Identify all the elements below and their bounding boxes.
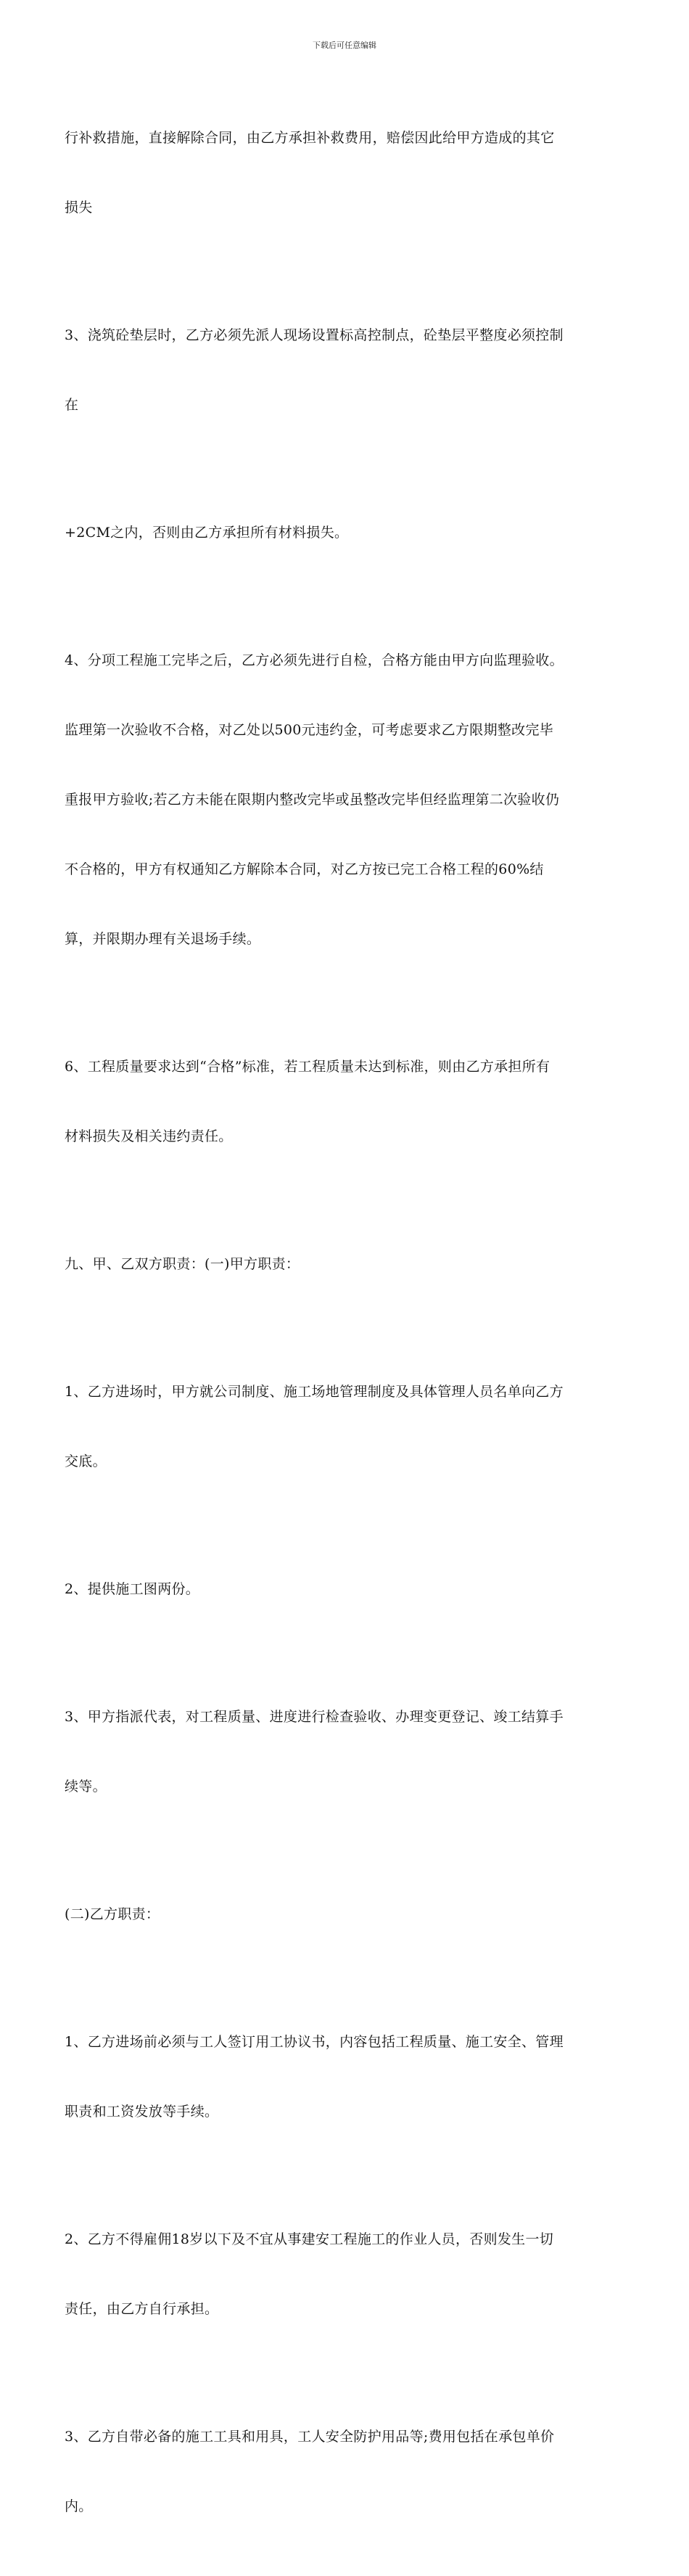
text-line: 4、分项工程施工完毕之后，乙方必须先进行自检，合格方能由甲方向监理验收。	[65, 652, 564, 668]
paragraph-item-3-concrete-cushion	[65, 277, 627, 463]
paragraph-party-a-item-2	[65, 1531, 627, 1647]
text-line: 在	[65, 397, 79, 413]
text-line: 续等。	[65, 1779, 107, 1794]
section-heading-responsibilities	[65, 1206, 627, 1322]
text-line: 6、工程质量要求达到“合格”标准，若工程质量未达到标准，则由乙方承担所有	[65, 1059, 550, 1075]
text-line: 1、乙方进场前必须与工人签订用工协议书，内容包括工程质量、施工安全、管理	[65, 2034, 564, 2050]
text-line: 责任，由乙方自行承担。	[65, 2301, 219, 2317]
paragraph-tolerance	[65, 475, 627, 591]
text-line: 不合格的，甲方有权通知乙方解除本合同，对乙方按已完工合格工程的60%结	[65, 861, 544, 877]
document-body	[65, 80, 627, 2576]
text-line: 2、提供施工图两份。	[65, 1581, 200, 1597]
text-line: 算，并限期办理有关退场手续。	[65, 931, 261, 947]
text-line: 1、乙方进场时，甲方就公司制度、施工场地管理制度及具体管理人员名单向乙方	[65, 1384, 564, 1400]
paragraph-party-a-item-1	[65, 1334, 627, 1519]
text-line: 交底。	[65, 1453, 107, 1469]
paragraph-party-b-item-3	[65, 2379, 627, 2564]
paragraph-remedy-loss	[65, 80, 627, 266]
paragraph-party-a-item-3	[65, 1659, 627, 1845]
page-header: 下载后可任意编辑	[313, 41, 376, 50]
paragraph-party-b-item-2	[65, 2181, 627, 2367]
text-line: 行补救措施，直接解除合同，由乙方承担补救费用，赔偿因此给甲方造成的其它	[65, 130, 555, 146]
paragraph-item-4-inspection	[65, 602, 627, 997]
text-line: 九、甲、乙双方职责：(一)甲方职责：	[65, 1256, 300, 1272]
section-heading-party-b	[65, 1856, 627, 1972]
text-line: 材料损失及相关违约责任。	[65, 1128, 233, 1144]
text-line: 2、乙方不得雇佣18岁以下及不宜从事建安工程施工的作业人员，否则发生一切	[65, 2231, 554, 2247]
text-line: 重报甲方验收;若乙方未能在限期内整改完毕或虽整改完毕但经监理第二次验收仍	[65, 792, 560, 808]
text-line: 3、甲方指派代表，对工程质量、进度进行检查验收、办理变更登记、竣工结算手	[65, 1709, 564, 1725]
text-line: 职责和工资发放等手续。	[65, 2104, 219, 2120]
text-line: +2CM之内，否则由乙方承担所有材料损失。	[65, 525, 349, 541]
text-line: 3、浇筑砼垫层时，乙方必须先派人现场设置标高控制点，砼垫层平整度必须控制	[65, 327, 564, 343]
text-line: 3、乙方自带必备的施工工具和用具，工人安全防护用品等;费用包括在承包单价	[65, 2429, 555, 2445]
paragraph-party-b-item-1	[65, 1984, 627, 2170]
text-line: 内。	[65, 2498, 93, 2514]
text-line: 损失	[65, 200, 93, 216]
text-line: (二)乙方职责：	[65, 1906, 160, 1922]
text-line: 监理第一次验收不合格，对乙处以500元违约金，可考虑要求乙方限期整改完毕	[65, 722, 554, 738]
paragraph-item-6-quality	[65, 1009, 627, 1194]
